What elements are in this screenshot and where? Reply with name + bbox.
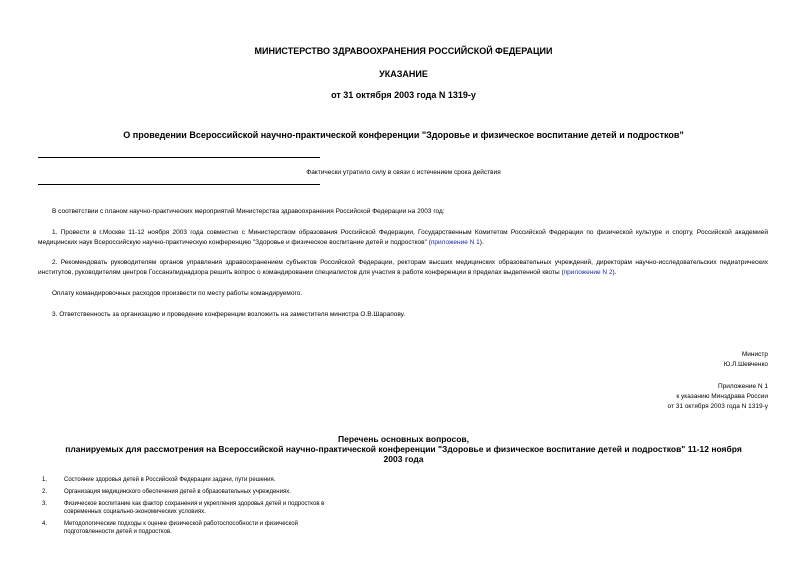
signature-block: [724, 350, 768, 370]
appendix-1-link[interactable]: приложение N 1: [430, 238, 480, 246]
paragraph-1: [38, 228, 768, 247]
paragraph-2-text: 2. Рекомендовать руководителям органов управления здравоохранением субъектов Российской Федерации, ректорам высших медицинских образовательных учреждений, директорам научно-исследовательских педиатрических институтов, руководителям центров Госсанэпиднадзора решить вопрос о командировании специалистов для участия в работе конференции в пределах выделенной квоты (: [38, 259, 768, 276]
appendix-header: [668, 382, 768, 411]
list-title: [0, 434, 807, 464]
paragraph-3-text: 3. Ответственность за организацию и проведение конференции возложить на заместителя министра О.В.Шарапову.: [52, 311, 406, 318]
questions-list: [38, 476, 338, 540]
list-item-text: Методологические подходы к оценке физической работоспособности и физической подготовленности детей и подростков.: [64, 521, 298, 535]
paragraph-3: [38, 310, 768, 320]
list-item: [38, 488, 338, 496]
document-subject: О проведении Всероссийской научно-практической конференции "Здоровье и физическое воспитание детей и подростков": [123, 130, 684, 140]
list-item: [38, 520, 338, 536]
paragraph-2-end: ).: [612, 268, 617, 276]
intro-text: В соответствии с планом научно-практических мероприятий Министерства здравоохранения Российской Федерации на 2003 год:: [52, 208, 445, 215]
divider-bottom: [38, 184, 320, 185]
paragraph-2b-text: Оплату командировочных расходов произвести по месту работы командируемого.: [52, 290, 303, 297]
intro-paragraph: [38, 207, 768, 217]
list-item-number: 4.: [42, 521, 48, 527]
list-item: [38, 476, 338, 484]
list-title-line-1: Перечень основных вопросов,: [338, 434, 469, 444]
list-item-number: 3.: [42, 501, 48, 507]
list-item-text: Физическое воспитание как фактор сохранения и укрепления здоровья детей и подростков в современных социально-экономических условиях.: [64, 501, 325, 515]
document-date-number: от 31 октября 2003 года N 1319-у: [331, 90, 476, 100]
list-item-number: 1.: [42, 477, 48, 483]
list-item-text: Организация медицинского обеспечения детей в образовательных учреждениях.: [64, 489, 291, 495]
list-item-number: 2.: [42, 489, 48, 495]
appendix-reference: к указанию Минздрава России: [676, 392, 768, 400]
signature-name: Ю.Л.Шевченко: [723, 360, 768, 368]
appendix-2-link[interactable]: приложение N 2: [563, 268, 613, 276]
paragraph-2b: [38, 289, 768, 299]
list-item-text: Состояние здоровья детей в Российской Федерации задачи, пути решения.: [64, 477, 276, 483]
document-type-heading: УКАЗАНИЕ: [379, 69, 428, 79]
signature-role: Министр: [741, 351, 768, 358]
list-item: [38, 500, 338, 516]
appendix-date: от 31 октября 2003 года N 1319-у: [667, 402, 768, 410]
ministry-heading: МИНИСТЕРСТВО ЗДРАВООХРАНЕНИЯ РОССИЙСКОЙ ФЕДЕРАЦИИ: [254, 46, 553, 56]
list-title-line-2: планируемых для рассмотрения на Всероссийской научно-практической конференции "Здоровье и физическое воспитание детей и подростков" 11-12 ноября: [65, 444, 742, 454]
appendix-label: Приложение N 1: [717, 383, 768, 390]
paragraph-1-text: 1. Провести в г.Москве 11-12 ноября 2003 года совместно с Министерством образования Российской Федерации, Государственным Комитетом Российской Федерации по физической культуре и спорту, Российской академией медицинских наук Всероссийскую научно-практическую конференцию "Здоровье и физическое воспитание детей и подростков" (: [38, 229, 768, 246]
paragraph-2: [38, 258, 768, 277]
status-note: Фактически утратило силу в связи с истечением срока действия: [306, 169, 501, 176]
paragraph-1-end: ).: [479, 238, 484, 246]
divider-top: [38, 157, 320, 158]
list-title-line-3: 2003 года: [383, 454, 424, 464]
